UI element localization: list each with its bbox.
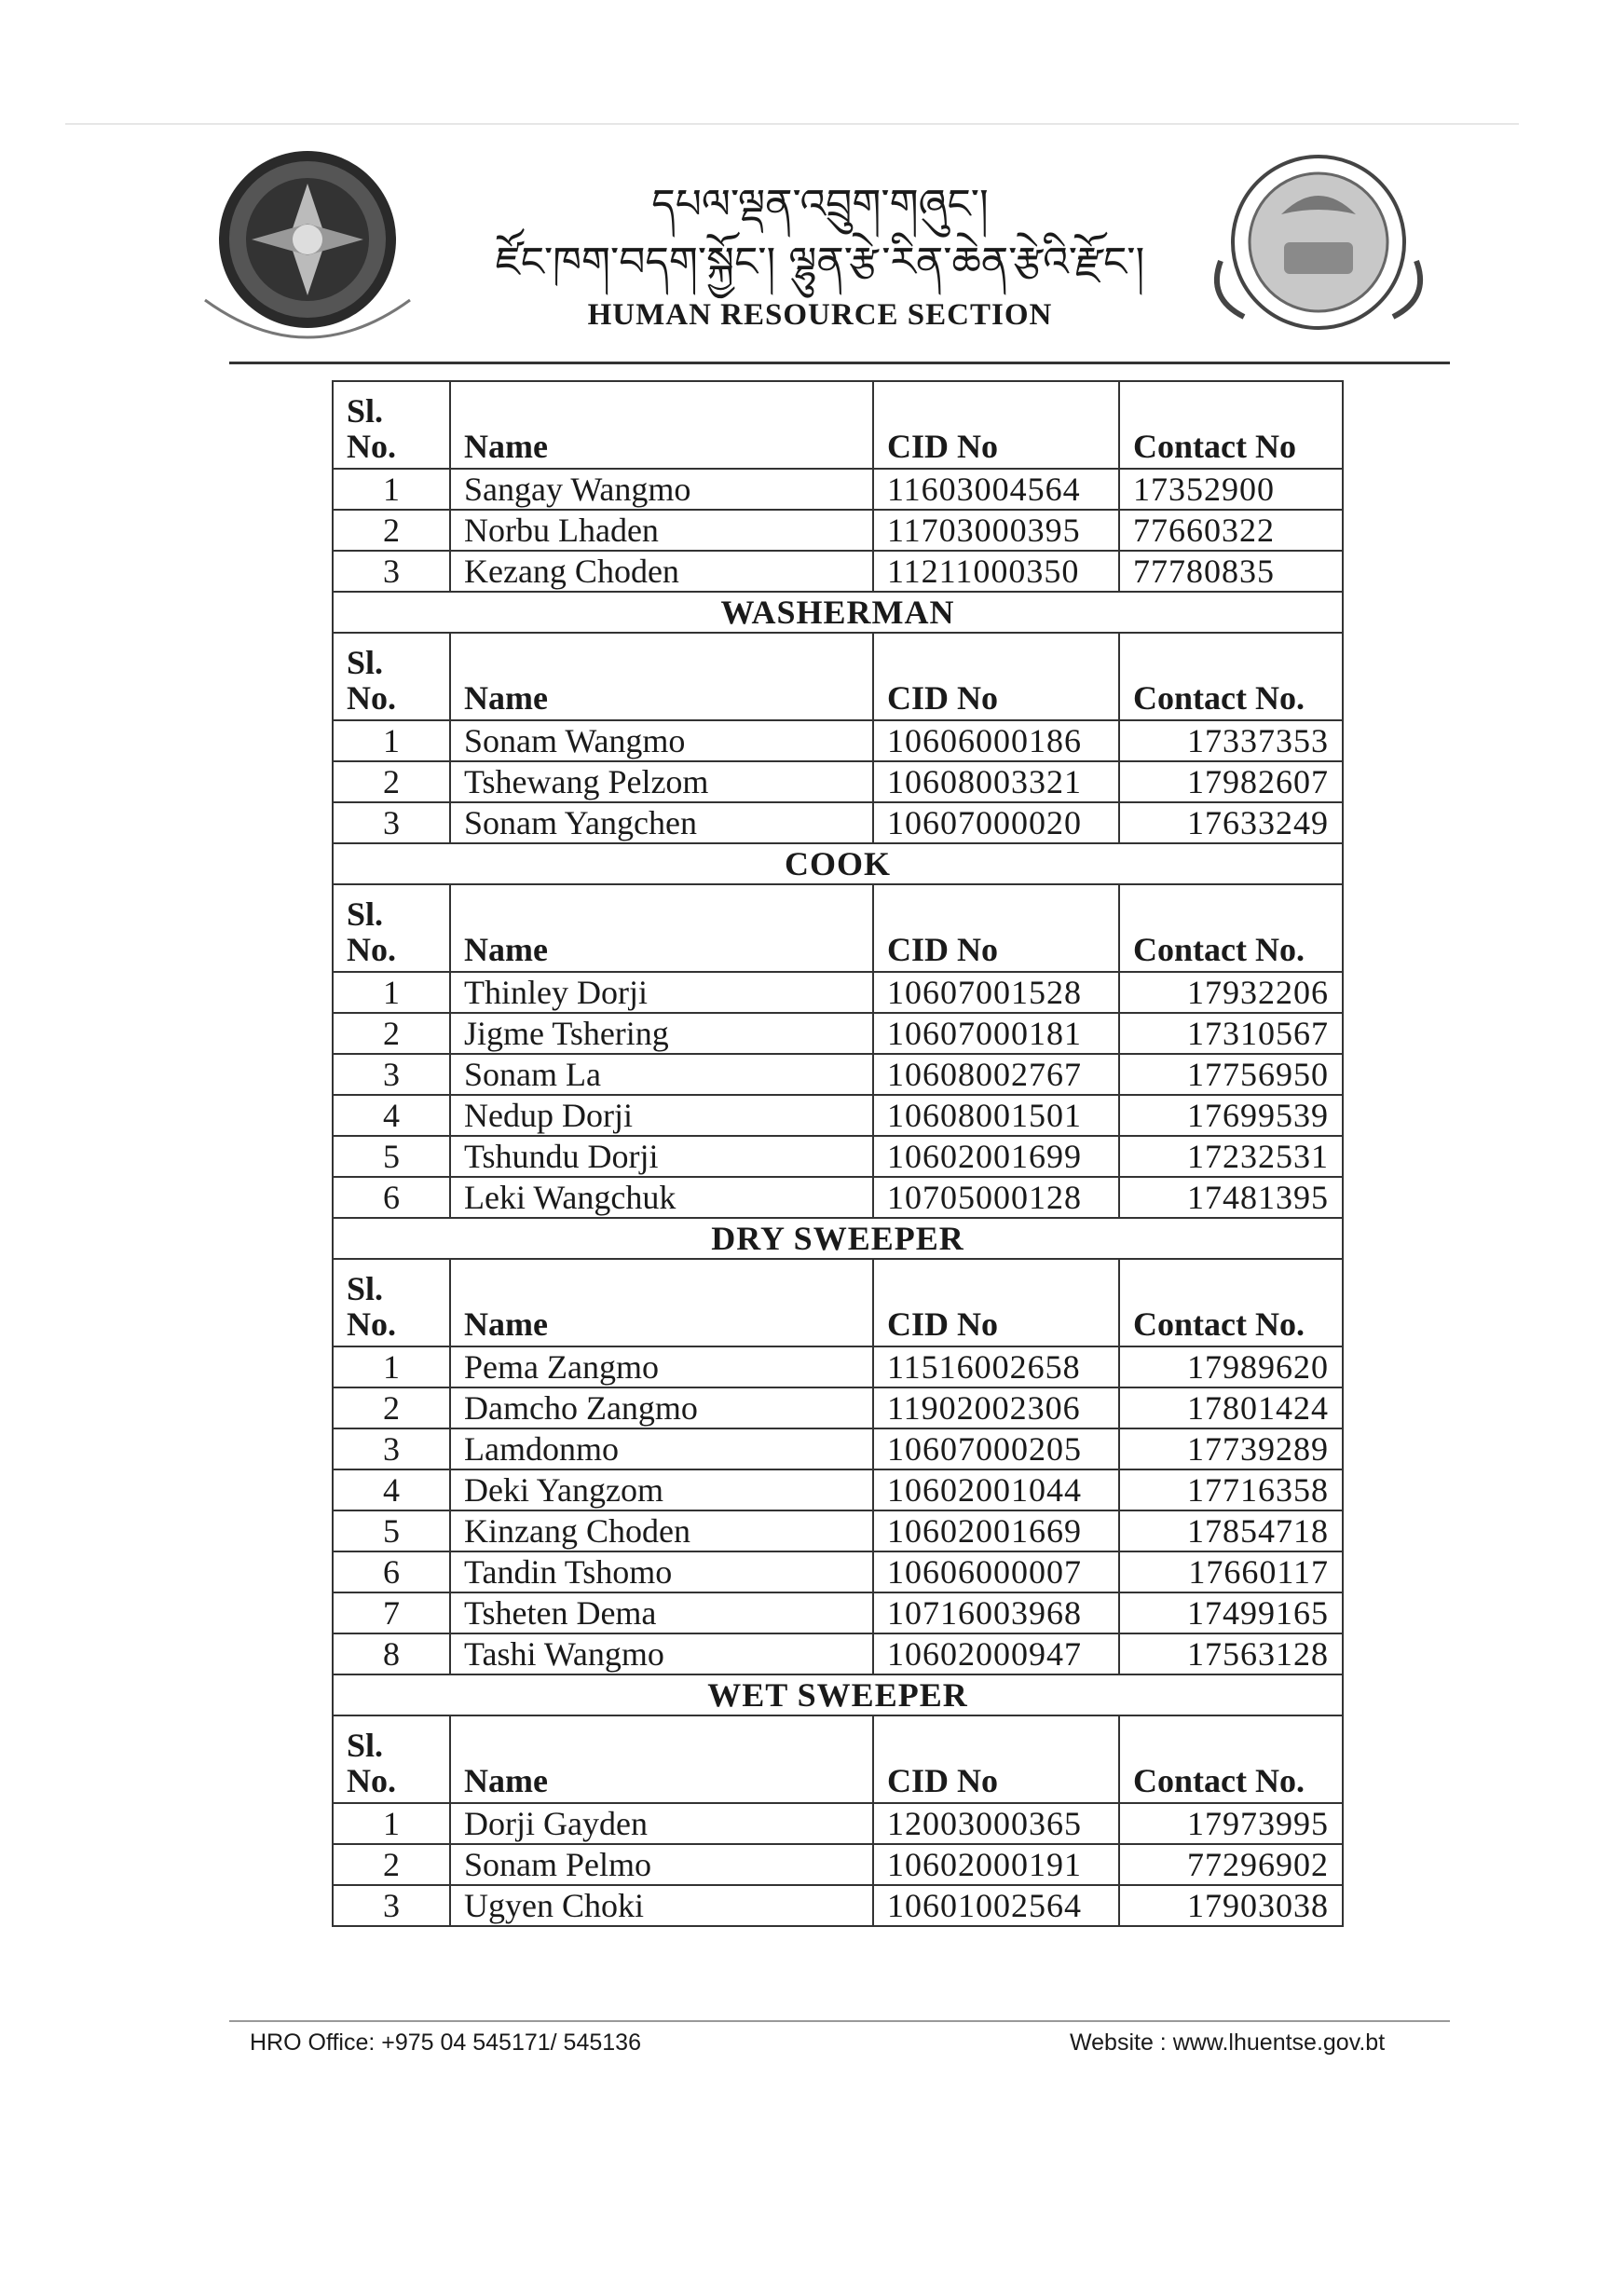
column-header-row — [333, 1259, 1343, 1346]
header-contact: Contact No. — [1119, 884, 1343, 972]
table-row — [333, 1885, 1343, 1926]
header-name: Name — [450, 884, 873, 972]
national-emblem-icon — [186, 142, 429, 347]
row-cid: 10705000128 — [873, 1177, 1119, 1218]
table-row — [333, 510, 1343, 551]
row-name: Sonam Yangchen — [450, 802, 873, 843]
row-sl-no: 3 — [333, 1054, 450, 1095]
table-row — [333, 1469, 1343, 1510]
table-row — [333, 1551, 1343, 1592]
row-cid: 11516002658 — [873, 1346, 1119, 1387]
header-sl-no: Sl. No. — [333, 1715, 450, 1803]
row-name: Kezang Choden — [450, 551, 873, 592]
row-cid: 10608002767 — [873, 1054, 1119, 1095]
row-contact: 17801424 — [1119, 1387, 1343, 1428]
header-contact: Contact No. — [1119, 1715, 1343, 1803]
row-sl-no: 3 — [333, 1428, 450, 1469]
row-sl-no: 2 — [333, 1387, 450, 1428]
row-contact: 77660322 — [1119, 510, 1343, 551]
row-name: Tandin Tshomo — [450, 1551, 873, 1592]
row-cid: 11603004564 — [873, 469, 1119, 510]
category-row — [333, 1218, 1343, 1259]
row-cid: 11211000350 — [873, 551, 1119, 592]
row-name: Tashi Wangmo — [450, 1633, 873, 1674]
row-name: Damcho Zangmo — [450, 1387, 873, 1428]
footer-office: HRO Office: +975 04 545171/ 545136 — [250, 2030, 641, 2056]
header-rule — [229, 362, 1450, 364]
row-sl-no: 4 — [333, 1469, 450, 1510]
row-sl-no: 2 — [333, 510, 450, 551]
row-name: Sangay Wangmo — [450, 469, 873, 510]
footer-website: Website : www.lhuentse.gov.bt — [1070, 2030, 1386, 2056]
table-row — [333, 1428, 1343, 1469]
row-cid: 10602000947 — [873, 1633, 1119, 1674]
table-row — [333, 1803, 1343, 1844]
header-cid: CID No — [873, 884, 1119, 972]
row-cid: 12003000365 — [873, 1803, 1119, 1844]
category-title: WASHERMAN — [333, 592, 1343, 633]
row-name: Tshundu Dorji — [450, 1136, 873, 1177]
row-sl-no: 6 — [333, 1551, 450, 1592]
row-sl-no: 1 — [333, 469, 450, 510]
row-sl-no: 3 — [333, 802, 450, 843]
row-cid: 10716003968 — [873, 1592, 1119, 1633]
column-header-row — [333, 1715, 1343, 1803]
row-cid: 10607000181 — [873, 1013, 1119, 1054]
table-row — [333, 1510, 1343, 1551]
row-contact: 17337353 — [1119, 720, 1343, 761]
row-sl-no: 7 — [333, 1592, 450, 1633]
row-cid: 11703000395 — [873, 510, 1119, 551]
table-row — [333, 469, 1343, 510]
staff-roster-table — [332, 380, 1344, 1927]
row-contact: 17903038 — [1119, 1885, 1343, 1926]
row-sl-no: 5 — [333, 1136, 450, 1177]
row-sl-no: 1 — [333, 972, 450, 1013]
row-sl-no: 2 — [333, 1013, 450, 1054]
column-header-row — [333, 381, 1343, 469]
row-contact: 17310567 — [1119, 1013, 1343, 1054]
row-name: Kinzang Choden — [450, 1510, 873, 1551]
table-row — [333, 551, 1343, 592]
row-cid: 10601002564 — [873, 1885, 1119, 1926]
table-row — [333, 761, 1343, 802]
table-row — [333, 1592, 1343, 1633]
dzongkha-title: དཔལ་ལྡན་འབྲུག་གཞུང་། — [651, 181, 989, 228]
table-row — [333, 1136, 1343, 1177]
header-sl-no: Sl. No. — [333, 381, 450, 469]
table-row — [333, 1177, 1343, 1218]
row-contact: 77296902 — [1119, 1844, 1343, 1885]
row-contact: 17982607 — [1119, 761, 1343, 802]
row-contact: 17932206 — [1119, 972, 1343, 1013]
table-row — [333, 1633, 1343, 1674]
row-contact: 17633249 — [1119, 802, 1343, 843]
row-contact: 17716358 — [1119, 1469, 1343, 1510]
row-sl-no: 4 — [333, 1095, 450, 1136]
category-row — [333, 592, 1343, 633]
header-cid: CID No — [873, 1715, 1119, 1803]
header-contact: Contact No. — [1119, 633, 1343, 720]
row-cid: 10606000186 — [873, 720, 1119, 761]
row-cid: 10607000205 — [873, 1428, 1119, 1469]
header-name: Name — [450, 381, 873, 469]
row-cid: 10607001528 — [873, 972, 1119, 1013]
table-row — [333, 1346, 1343, 1387]
row-name: Sonam Pelmo — [450, 1844, 873, 1885]
category-title: DRY SWEEPER — [333, 1218, 1343, 1259]
category-row — [333, 1674, 1343, 1715]
row-name: Leki Wangchuk — [450, 1177, 873, 1218]
table-row — [333, 1054, 1343, 1095]
header-name: Name — [450, 1259, 873, 1346]
tendrel-logo-icon — [1202, 140, 1435, 345]
header-sl-no: Sl. No. — [333, 884, 450, 972]
footer-rule — [229, 2020, 1450, 2022]
dzongkha-subtitle: ཛོང་ཁག་བདག་སྐྱོང་། ལྷུན་རྩེ་རིན་ཆེན་རྩེའི་རྫོང་། — [495, 239, 1145, 286]
row-sl-no: 5 — [333, 1510, 450, 1551]
column-header-row — [333, 884, 1343, 972]
row-cid: 10607000020 — [873, 802, 1119, 843]
row-name: Sonam Wangmo — [450, 720, 873, 761]
row-sl-no: 1 — [333, 1803, 450, 1844]
row-sl-no: 2 — [333, 761, 450, 802]
category-title: COOK — [333, 843, 1343, 884]
row-name: Norbu Lhaden — [450, 510, 873, 551]
row-contact: 77780835 — [1119, 551, 1343, 592]
row-sl-no: 8 — [333, 1633, 450, 1674]
row-name: Dorji Gayden — [450, 1803, 873, 1844]
row-contact: 17973995 — [1119, 1803, 1343, 1844]
header-sl-no: Sl. No. — [333, 633, 450, 720]
row-contact: 17989620 — [1119, 1346, 1343, 1387]
header-contact: Contact No — [1119, 381, 1343, 469]
table-row — [333, 972, 1343, 1013]
header-cid: CID No — [873, 1259, 1119, 1346]
column-header-row — [333, 633, 1343, 720]
row-contact: 17481395 — [1119, 1177, 1343, 1218]
row-cid: 10608003321 — [873, 761, 1119, 802]
row-cid: 10602001699 — [873, 1136, 1119, 1177]
row-name: Tshewang Pelzom — [450, 761, 873, 802]
header-cid: CID No — [873, 633, 1119, 720]
section-title: HUMAN RESOURCE SECTION — [587, 298, 1053, 332]
row-sl-no: 3 — [333, 1885, 450, 1926]
row-cid: 10608001501 — [873, 1095, 1119, 1136]
row-cid: 10602001044 — [873, 1469, 1119, 1510]
table-row — [333, 1844, 1343, 1885]
row-contact: 17739289 — [1119, 1428, 1343, 1469]
row-cid: 11902002306 — [873, 1387, 1119, 1428]
row-name: Jigme Tshering — [450, 1013, 873, 1054]
table-row — [333, 720, 1343, 761]
row-sl-no: 2 — [333, 1844, 450, 1885]
table-row — [333, 1013, 1343, 1054]
row-name: Ugyen Choki — [450, 1885, 873, 1926]
header-name: Name — [450, 1715, 873, 1803]
row-name: Lamdonmo — [450, 1428, 873, 1469]
category-row — [333, 843, 1343, 884]
letterhead — [447, 177, 1193, 333]
row-cid: 10606000007 — [873, 1551, 1119, 1592]
row-name: Deki Yangzom — [450, 1469, 873, 1510]
row-sl-no: 3 — [333, 551, 450, 592]
row-contact: 17699539 — [1119, 1095, 1343, 1136]
header-name: Name — [450, 633, 873, 720]
row-sl-no: 6 — [333, 1177, 450, 1218]
row-sl-no: 1 — [333, 1346, 450, 1387]
row-sl-no: 1 — [333, 720, 450, 761]
header-cid: CID No — [873, 381, 1119, 469]
row-name: Sonam La — [450, 1054, 873, 1095]
row-name: Thinley Dorji — [450, 972, 873, 1013]
row-contact: 17854718 — [1119, 1510, 1343, 1551]
row-contact: 17660117 — [1119, 1551, 1343, 1592]
page-top-rule — [65, 123, 1519, 125]
row-cid: 10602000191 — [873, 1844, 1119, 1885]
row-name: Pema Zangmo — [450, 1346, 873, 1387]
header-sl-no: Sl. No. — [333, 1259, 450, 1346]
row-cid: 10602001669 — [873, 1510, 1119, 1551]
row-contact: 17232531 — [1119, 1136, 1343, 1177]
category-title: WET SWEEPER — [333, 1674, 1343, 1715]
row-name: Tsheten Dema — [450, 1592, 873, 1633]
row-contact: 17563128 — [1119, 1633, 1343, 1674]
table-row — [333, 1387, 1343, 1428]
row-contact: 17352900 — [1119, 469, 1343, 510]
table-row — [333, 1095, 1343, 1136]
header-contact: Contact No. — [1119, 1259, 1343, 1346]
row-name: Nedup Dorji — [450, 1095, 873, 1136]
table-row — [333, 802, 1343, 843]
row-contact: 17756950 — [1119, 1054, 1343, 1095]
row-contact: 17499165 — [1119, 1592, 1343, 1633]
